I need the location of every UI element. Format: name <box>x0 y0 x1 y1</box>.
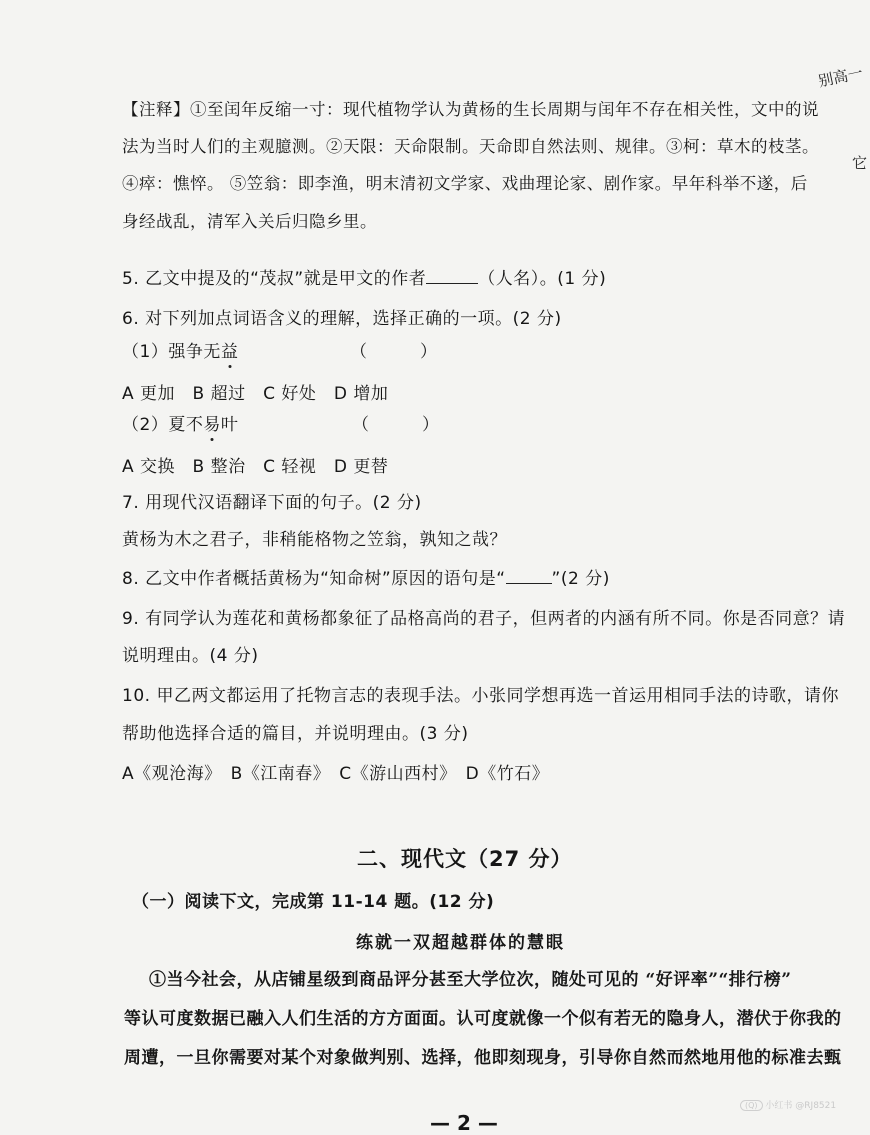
question-6-item-2 <box>122 410 238 435</box>
answer-paren-1: （ ） <box>350 342 438 362</box>
question-6-options-2: A 交换 B 整治 C 轻视 D 更替 <box>122 457 389 477</box>
question-8-text: 8. 乙文中作者概括黄杨为“知命树”原因的语句是“ <box>122 569 506 589</box>
paragraph-line-2: 等认可度数据已融入人们生活的方方面面。认可度就像一个似有若无的隐身人，潜伏于你我的 <box>124 1009 842 1029</box>
question-7-stem: 7. 用现代汉语翻译下面的句子。(2 分) <box>122 493 422 513</box>
question-10-options: A《观沧海》 B《江南春》 C《游山西村》 D《竹石》 <box>122 764 550 784</box>
answer-blank <box>506 569 552 584</box>
page-number: — 2 — <box>430 1111 498 1135</box>
question-5-suffix: （人名）。(1 分) <box>478 269 607 289</box>
corner-text-top: 别高一 <box>816 63 865 91</box>
article-title: 练就一双超越群体的慧眼 <box>356 933 565 953</box>
question-6-item-1 <box>122 337 238 362</box>
paragraph-line-1: ①当今社会，从店铺星级到商品评分甚至大学位次，随处可见的 “好评率”“排行榜” <box>149 970 792 990</box>
annotation-line-3: ④瘁：憔悴。 ⑤笠翁：即李渔，明末清初文学家、戏曲理论家、剧作家。早年科举不遂，后 <box>122 174 808 193</box>
question-5 <box>122 264 606 289</box>
dotted-word-1: 益 <box>220 342 239 362</box>
dotted-word-2: 易 <box>203 415 221 435</box>
annotation-line-1: 【注释】①至闰年反缩一寸：现代植物学认为黄杨的生长周期与闰年不存在相关性，文中的说 <box>122 100 819 119</box>
question-8 <box>122 564 610 589</box>
question-7-sentence: 黄杨为木之君子，非稍能格物之笠翁，孰知之哉？ <box>122 530 507 550</box>
corner-text-side: 它 <box>852 154 868 172</box>
watermark-badge: (Q) <box>740 1100 763 1111</box>
question-5-text: 5. 乙文中提及的“茂叔”就是甲文的作者 <box>122 269 427 289</box>
item-2-rest: 叶 <box>220 415 239 435</box>
item-1-label: （1）强争无 <box>122 342 221 362</box>
question-10-line-1: 10. 甲乙两文都运用了托物言志的表现手法。小张同学想再选一首运用相同手法的诗歌，请你 <box>122 686 839 706</box>
question-6-options-1: A 更加 B 超过 C 好处 D 增加 <box>122 384 389 404</box>
question-6-stem: 6. 对下列加点词语含义的理解，选择正确的一项。(2 分) <box>122 309 562 329</box>
question-9-line-1: 9. 有同学认为莲花和黄杨都象征了品格高尚的君子，但两者的内涵有所不同。你是否同意？请 <box>122 609 846 629</box>
watermark <box>740 1098 836 1111</box>
watermark-text: 小红书 @RJ8521 <box>765 1101 837 1111</box>
annotation-line-2: 法为当时人们的主观臆测。②天限：天命限制。天命即自然法则、规律。③柯：草木的枝茎。 <box>122 137 819 156</box>
question-9-line-2: 说明理由。(4 分) <box>122 646 259 666</box>
paragraph-line-3: 周遭，一旦你需要对某个对象做判别、选择，他即刻现身，引导你自然而然地用他的标准去甄 <box>124 1048 842 1068</box>
question-8-suffix: ”(2 分) <box>551 569 610 589</box>
answer-blank <box>426 269 478 284</box>
annotation-line-4: 身经战乱，清军入关后归隐乡里。 <box>122 212 377 231</box>
reading-instruction: （一）阅读下文，完成第 11-14 题。(12 分) <box>132 892 495 912</box>
answer-paren-2: （ ） <box>352 415 440 435</box>
section-heading: 二、现代文（27 分） <box>357 847 573 871</box>
question-10-line-2: 帮助他选择合适的篇目，并说明理由。(3 分) <box>122 724 469 744</box>
item-2-label: （2）夏不 <box>122 415 204 435</box>
